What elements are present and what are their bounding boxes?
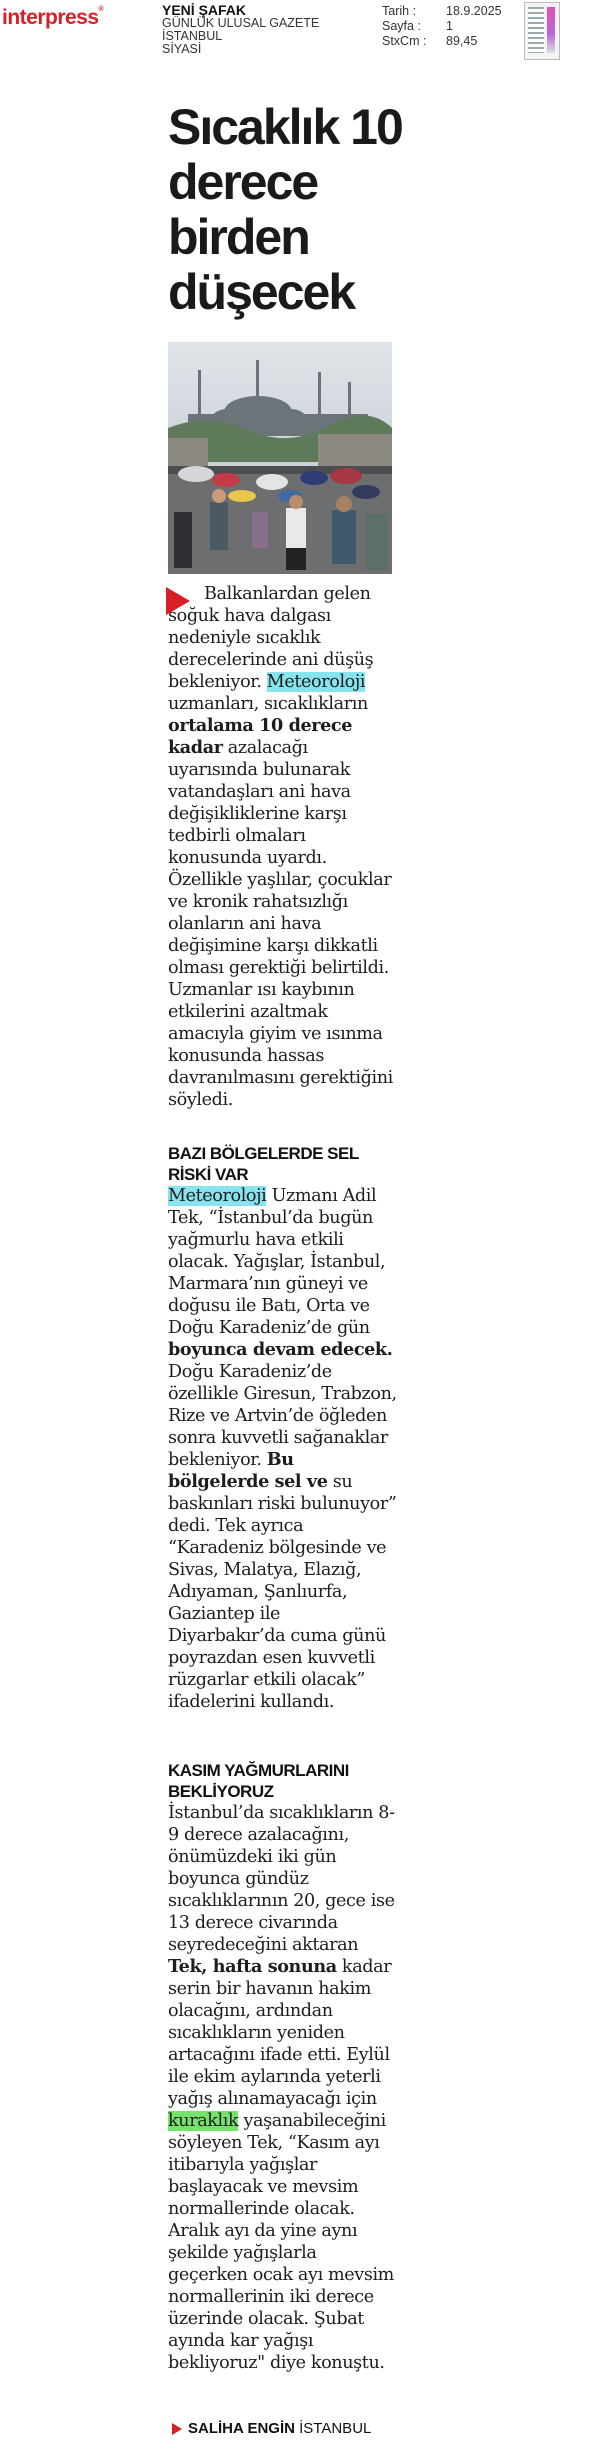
byline-arrow-icon — [172, 2423, 182, 2435]
newspaper-scope: GÜNLÜK ULUSAL GAZETE — [162, 16, 320, 30]
author-name: SALİHA ENGİN — [188, 2420, 295, 2437]
highlight-kuraklik: kuraklık — [168, 2111, 239, 2131]
newspaper-city: İSTANBUL — [162, 29, 223, 43]
stat-area: StxCm : 89,45 — [382, 34, 478, 48]
article-photo — [168, 342, 392, 574]
clipping-stats — [382, 4, 502, 49]
article-title: Sıcaklık 10 derece birden düşecek — [168, 99, 402, 320]
interpress-logo: interpress® — [2, 6, 104, 29]
clipping-header — [0, 0, 590, 64]
page-thumbnail[interactable] — [524, 2, 560, 60]
lead-arrow-icon — [166, 587, 190, 615]
stat-page: Sayfa : 1 — [382, 19, 453, 33]
newspaper-section: SİYASİ — [162, 42, 202, 56]
publication-info — [162, 4, 319, 56]
section-heading-sel: BAZI BÖLGELERDE SEL RİSKİ VAR — [168, 1144, 359, 1184]
istanbul-rain-photo — [168, 342, 392, 574]
article-section-sel: BAZI BÖLGELERDE SEL RİSKİ VAR Meteoroloji Uzmanı Adil Tek, “İstanbul’da bugün yağmurlu hava etkili olacak. Yağışlar, İstanbul, Marmara’nın güneyi ve doğusu ile Batı, Orta ve Doğu Karadeniz’de gün boyunca devam edecek. Doğu Karadeniz’de özellikle Giresun, Trabzon, Rize ve Artvin’de öğleden sonra kuvvetli sağanaklar bekleniyor. Bu bölgelerde sel ve su baskınları riski bulunuyor” dedi. Tek ayrıca “Karadeniz bölgesinde ve Sivas, Malatya, Elazığ, Adıyaman, Şanlıurfa, Gaziantep ile Diyarbakır’da cuma günü poyrazdan esen kuvvetli rüzgarlar etkili olacak” ifadelerini kullandı. — [168, 1143, 400, 1713]
article-section-kasim: KASIM YAĞMURLARINI BEKLİYORUZ İstanbul’da sıcaklıkların 8-9 derece azalacağını, önümüzdeki iki gün boyunca gündüz sıcaklıklarının 20, gece ise 13 derece civarında seyredeceğini aktaran Tek, hafta sonuna kadar serin bir havanın hakim olacağını, ardından sıcaklıkların yeniden artacağını ifade etti. Eylül ile ekim aylarında yeterli yağış alınamayacağı için kuraklık yaşanabileceğini söyleyen Tek, “Kasım ayı itibarıyla yağışlar başlayacak ve mevsim normallerinde olacak. Aralık ayı da yine aynı şekilde yağışlarla geçerken ocak ayı mevsim normallerinin iki derece üzerinde olacak. Şubat ayında kar yağışı bekliyoruz" diye konuştu. — [168, 1760, 400, 2374]
article-byline — [172, 2420, 371, 2437]
section-heading-kasim: KASIM YAĞMURLARINI BEKLİYORUZ — [168, 1761, 349, 1801]
author-city: İSTANBUL — [299, 2420, 372, 2437]
newspaper-name: YENİ ŞAFAK — [162, 2, 247, 18]
article-lead-paragraph: Balkanlardan gelen soğuk hava dalgası nedeniyle sıcaklık derecelerinde ani düşüş bekleniyor. Meteoroloji uzmanları, sıcaklıkların ortalama 10 derece kadar azalacağı uyarısında bulunarak vatandaşları ani hava değişikliklerine karşı tedbirli olmaları konusunda uyardı. Özellikle yaşlılar, çocuklar ve kronik rahatsızlığı olanların ani hava değişimine karşı dikkatli olması gerektiği belirtildi. Uzmanlar ısı kaybının etkilerini azaltmak amacıyla giyim ve ısınma konusunda hassas davranılmasını gerektiğini söyledi. — [168, 584, 393, 1110]
highlight-meteoroloji-2: Meteoroloji — [168, 1186, 267, 1206]
highlight-meteoroloji: Meteoroloji — [266, 672, 366, 692]
stat-date: Tarih : 18.9.2025 — [382, 4, 502, 18]
